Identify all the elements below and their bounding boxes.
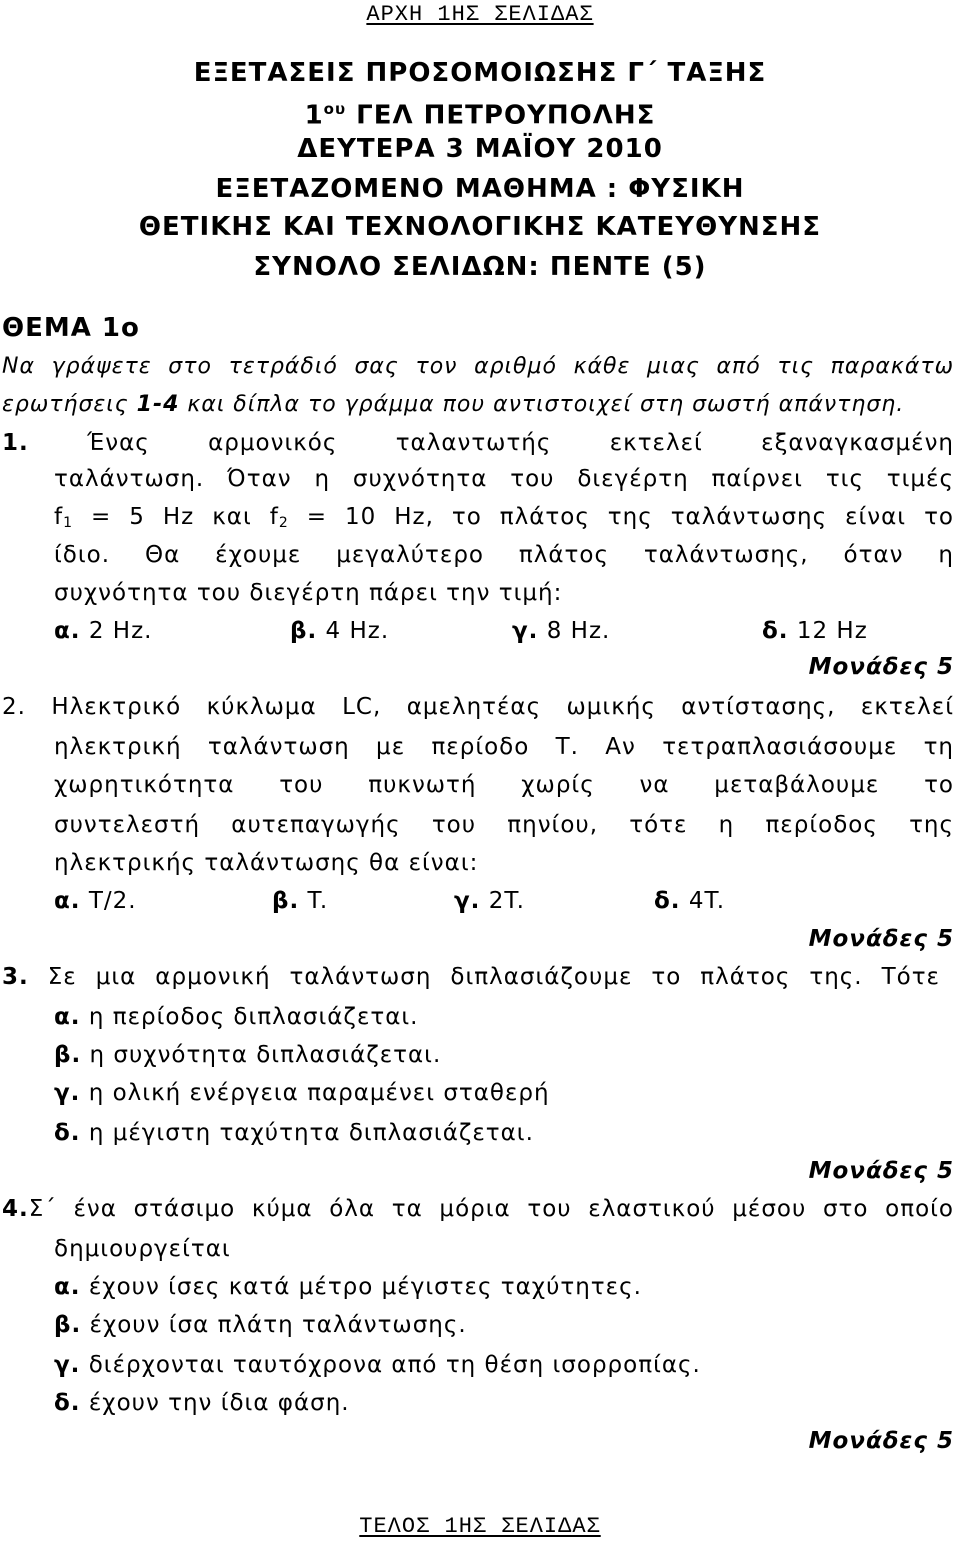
q1-option-c: γ. 8 Hz. (512, 618, 611, 644)
q1-mid: = 5 Hz και f (73, 504, 279, 530)
q2-line-2: ηλεκτρική ταλάντωση με περίοδο Τ. Αν τετραπλασιάσουμε τη (54, 734, 954, 760)
page-footer: ΤΕΛΟΣ 1ΗΣ ΣΕΛΙΔΑΣ (359, 1514, 601, 1539)
instructions-line-2 (2, 390, 904, 420)
ordinal-suffix: ου (323, 100, 347, 118)
q4-text-1: Σ΄ ένα στάσιμο κύμα όλα τα μόρια του ελαστικού μέσου στο οποίο (28, 1196, 954, 1222)
exam-direction: ΘΕΤΙΚΗΣ ΚΑΙ ΤΕΧΝΟΛΟΓΙΚΗΣ ΚΑΤΕΥΘΥΝΣΗΣ (138, 212, 822, 242)
instructions-pre: ερωτήσεις (2, 392, 137, 417)
q1-line-5: συχνότητα του διεγέρτη πάρει την τιμή: (54, 580, 563, 606)
page-count: ΣΥΝΟΛΟ ΣΕΛΙΔΩΝ: ΠΕΝΤΕ (5) (253, 252, 707, 282)
q2-option-a: α. T/2. (54, 888, 137, 914)
q3-option-c: γ. η ολική ενέργεια παραμένει σταθερή (54, 1080, 550, 1106)
page-header: ΑΡΧΗ 1ΗΣ ΣΕΛΙΔΑΣ (366, 2, 594, 27)
q1-points: Μονάδες 5 (808, 654, 954, 680)
q4-points: Μονάδες 5 (808, 1428, 954, 1454)
q4-option-c: γ. διέρχονται ταυτόχρονα από τη θέση ισορροπίας. (54, 1352, 701, 1378)
school-label: ΓΕΛ ΠΕΤΡΟΥΠΟΛΗΣ (346, 100, 656, 131)
q1-line-1 (2, 428, 954, 458)
q2-number: 2. (2, 694, 26, 720)
q2-points: Μονάδες 5 (808, 926, 954, 952)
q4-line-1 (2, 1194, 954, 1224)
exam-subject: ΕΞΕΤΑΖΟΜΕΝΟ ΜΑΘΗΜΑ : ΦΥΣΙΚΗ (215, 174, 745, 204)
instructions-range: 1-4 (136, 392, 180, 417)
q1-line-2: ταλάντωση. Όταν η συχνότητα του διεγέρτη παίρνει τις τιμές (54, 466, 954, 492)
q2-option-d: δ. 4T. (654, 888, 726, 914)
q3-number: 3. (2, 964, 29, 990)
q1-line-4: ίδιο. Θα έχουμε μεγαλύτερο πλάτος ταλάντωσης, όταν η (54, 542, 954, 568)
instructions-post: και δίπλα το γράμμα που αντιστοιχεί στη σωστή απάντηση. (179, 392, 905, 417)
q3-option-b: β. η συχνότητα διπλασιάζεται. (54, 1042, 442, 1068)
q2-line-4: συντελεστή αυτεπαγωγής του πηνίου, τότε η περίοδος της (54, 812, 954, 838)
q2-line-5: ηλεκτρικής ταλάντωσης θα είναι: (54, 850, 479, 876)
exam-date: ΔΕΥΤΕΡΑ 3 ΜΑΪΟΥ 2010 (297, 134, 663, 164)
q4-option-b: β. έχουν ίσα πλάτη ταλάντωσης. (54, 1312, 467, 1338)
exam-title: ΕΞΕΤΑΣΕΙΣ ΠΡΟΣΟΜΟΙΩΣΗΣ Γ΄ ΤΑΞΗΣ (193, 58, 767, 88)
school-number: 1 (304, 100, 324, 131)
q3-text-1: Σε μια αρμονική ταλάντωση διπλασιάζουμε το πλάτος της. Τότε (28, 964, 940, 990)
q1-end: = 10 Hz, το πλάτος της ταλάντωσης είναι το (288, 504, 954, 530)
q3-option-d: δ. η μέγιστη ταχύτητα διπλασιάζεται. (54, 1120, 534, 1146)
q2-option-c: γ. 2T. (454, 888, 525, 914)
q4-line-2: δημιουργείται (54, 1236, 231, 1262)
q1-option-d: δ. 12 Hz (762, 618, 868, 644)
q1-text-1: Ένας αρμονικός ταλαντωτής εκτελεί εξαναγκασμένη (87, 430, 954, 456)
q4-option-a: α. έχουν ίσες κατά μέτρο μέγιστες ταχύτητες. (54, 1274, 642, 1300)
q2-line-1 (2, 692, 954, 722)
q1-sub-2: 2 (278, 515, 289, 531)
q1-option-a: α. 2 Hz. (54, 618, 153, 644)
q1-number: 1. (2, 430, 29, 456)
q1-f: f (54, 504, 64, 530)
q4-number: 4. (2, 1196, 29, 1222)
q1-line-3 (54, 502, 954, 532)
school-name (0, 94, 960, 131)
q4-option-d: δ. έχουν την ίδια φάση. (54, 1390, 350, 1416)
q2-option-b: β. T. (272, 888, 329, 914)
q3-points: Μονάδες 5 (808, 1158, 954, 1184)
instructions-line-1: Να γράψετε στο τετράδιό σας τον αριθμό κάθε μιας από τις παρακάτω (2, 354, 954, 379)
q2-line-3: χωρητικότητα του πυκνωτή χωρίς να μεταβάλουμε το (54, 772, 954, 798)
section-title: ΘΕΜΑ 1ο (2, 313, 140, 343)
q2-text-1: Ηλεκτρικό κύκλωμα LC, αμελητέας ωμικής αντίστασης, εκτελεί (25, 694, 954, 720)
q3-line-1 (2, 962, 940, 992)
q3-option-a: α. η περίοδος διπλασιάζεται. (54, 1004, 419, 1030)
q1-sub-1: 1 (63, 515, 74, 531)
q1-option-b: β. 4 Hz. (290, 618, 390, 644)
